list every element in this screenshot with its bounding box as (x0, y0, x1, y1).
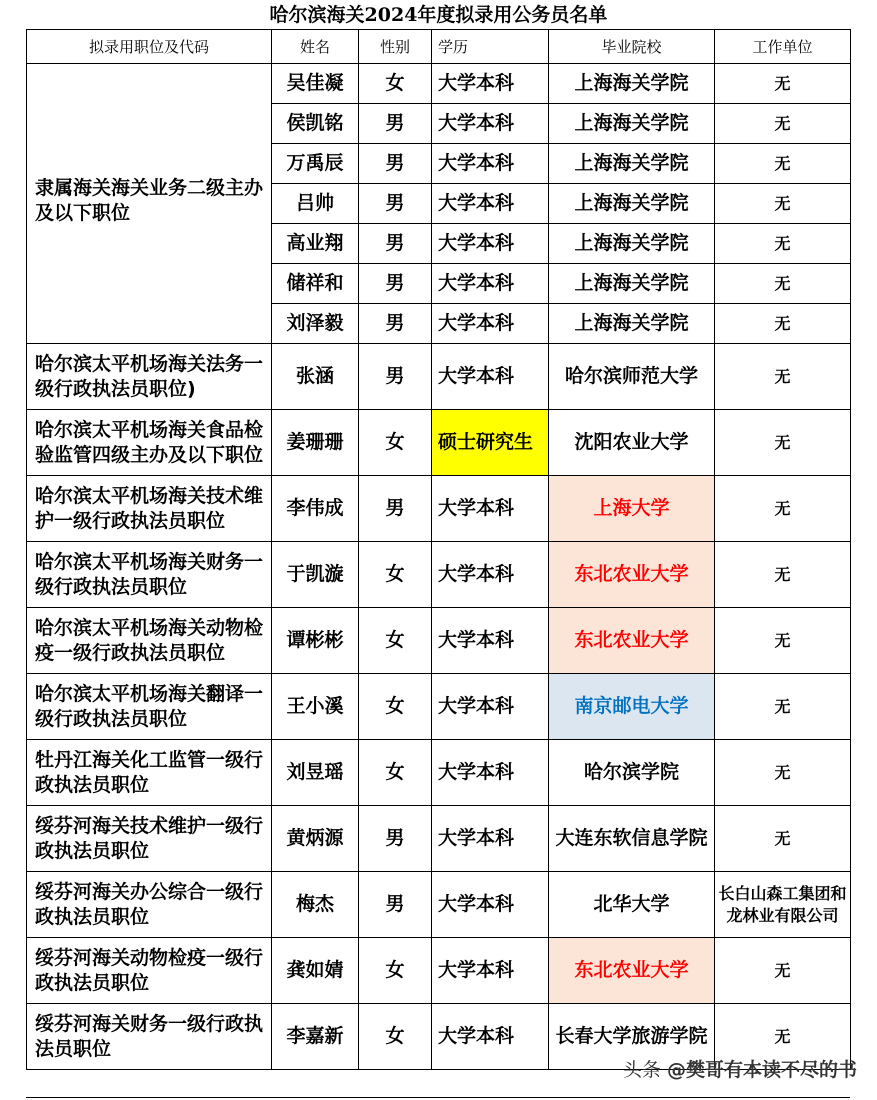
page-title: 哈尔滨海关2024年度拟录用公务员名单 (269, 4, 608, 26)
workplace-cell: 无 (715, 938, 851, 1004)
school-cell: 上海海关学院 (549, 304, 715, 344)
gender-cell: 男 (359, 872, 432, 938)
gender-cell: 男 (359, 224, 432, 264)
name-cell: 黄炳源 (272, 806, 359, 872)
school-cell: 哈尔滨学院 (549, 740, 715, 806)
gender-cell: 男 (359, 144, 432, 184)
name-cell: 刘泽毅 (272, 304, 359, 344)
candidates-table (26, 29, 851, 1070)
name-cell: 李伟成 (272, 476, 359, 542)
workplace-cell: 无 (715, 264, 851, 304)
table-row (27, 806, 851, 872)
education-cell: 大学本科 (432, 264, 549, 304)
gender-cell: 女 (359, 938, 432, 1004)
table-row (27, 608, 851, 674)
table-row (27, 740, 851, 806)
gender-cell: 男 (359, 476, 432, 542)
gender-cell: 男 (359, 264, 432, 304)
name-cell: 于凯漩 (272, 542, 359, 608)
name-cell: 王小溪 (272, 674, 359, 740)
name-cell: 龚如婧 (272, 938, 359, 1004)
school-cell-highlighted: 南京邮电大学 (549, 674, 715, 740)
name-cell: 梅杰 (272, 872, 359, 938)
position-cell: 哈尔滨太平机场海关翻译一级行政执法员职位 (27, 674, 272, 740)
gender-cell: 女 (359, 1004, 432, 1070)
watermark-platform: 头条 (622, 1059, 661, 1081)
gender-cell: 女 (359, 608, 432, 674)
table-row (27, 872, 851, 938)
position-cell: 绥芬河海关技术维护一级行政执法员职位 (27, 806, 272, 872)
table-row (27, 674, 851, 740)
education-cell: 大学本科 (432, 806, 549, 872)
education-cell: 大学本科 (432, 304, 549, 344)
school-cell: 上海海关学院 (549, 224, 715, 264)
position-cell: 哈尔滨太平机场海关法务一级行政执法员职位) (27, 344, 272, 410)
workplace-cell: 长白山森工集团和龙林业有限公司 (715, 872, 851, 938)
position-cell: 哈尔滨太平机场海关财务一级行政执法员职位 (27, 542, 272, 608)
name-cell: 刘昱瑶 (272, 740, 359, 806)
workplace-cell: 无 (715, 1004, 851, 1070)
position-cell: 绥芬河海关办公综合一级行政执法员职位 (27, 872, 272, 938)
workplace-cell: 无 (715, 410, 851, 476)
table-row (27, 938, 851, 1004)
workplace-cell: 无 (715, 806, 851, 872)
school-cell: 沈阳农业大学 (549, 410, 715, 476)
gender-cell: 男 (359, 304, 432, 344)
gender-cell: 男 (359, 104, 432, 144)
position-cell: 哈尔滨太平机场海关动物检疫一级行政执法员职位 (27, 608, 272, 674)
workplace-cell: 无 (715, 64, 851, 104)
header-school: 毕业院校 (549, 30, 715, 64)
school-cell: 长春大学旅游学院 (549, 1004, 715, 1070)
name-cell: 吴佳凝 (272, 64, 359, 104)
school-cell: 上海海关学院 (549, 184, 715, 224)
school-cell: 北华大学 (549, 872, 715, 938)
education-cell: 大学本科 (432, 872, 549, 938)
name-cell: 谭彬彬 (272, 608, 359, 674)
education-cell-highlighted: 硕士研究生 (432, 410, 549, 476)
school-cell: 哈尔滨师范大学 (549, 344, 715, 410)
workplace-cell: 无 (715, 608, 851, 674)
name-cell: 万禹辰 (272, 144, 359, 184)
school-cell-highlighted: 上海大学 (549, 476, 715, 542)
education-cell: 大学本科 (432, 476, 549, 542)
watermark (623, 1055, 857, 1082)
gender-cell: 女 (359, 64, 432, 104)
position-cell: 牡丹江海关化工监管一级行政执法员职位 (27, 740, 272, 806)
gender-cell: 女 (359, 410, 432, 476)
workplace-cell: 无 (715, 224, 851, 264)
watermark-author: @樊哥有本读不尽的书 (666, 1059, 857, 1081)
education-cell: 大学本科 (432, 740, 549, 806)
position-cell: 绥芬河海关动物检疫一级行政执法员职位 (27, 938, 272, 1004)
school-cell: 上海海关学院 (549, 144, 715, 184)
table-row (27, 476, 851, 542)
name-cell: 吕帅 (272, 184, 359, 224)
position-cell: 绥芬河海关财务一级行政执法员职位 (27, 1004, 272, 1070)
header-education: 学历 (432, 30, 549, 64)
name-cell: 侯凯铭 (272, 104, 359, 144)
workplace-cell: 无 (715, 740, 851, 806)
gender-cell: 女 (359, 740, 432, 806)
workplace-cell: 无 (715, 184, 851, 224)
school-cell-highlighted: 东北农业大学 (549, 608, 715, 674)
workplace-cell: 无 (715, 674, 851, 740)
workplace-cell: 无 (715, 104, 851, 144)
name-cell: 张涵 (272, 344, 359, 410)
name-cell: 储祥和 (272, 264, 359, 304)
header-row (27, 30, 851, 64)
position-cell: 哈尔滨太平机场海关技术维护一级行政执法员职位 (27, 476, 272, 542)
school-cell: 大连东软信息学院 (549, 806, 715, 872)
education-cell: 大学本科 (432, 542, 549, 608)
education-cell: 大学本科 (432, 674, 549, 740)
school-cell-highlighted: 东北农业大学 (549, 938, 715, 1004)
header-position: 拟录用职位及代码 (27, 30, 272, 64)
name-cell: 李嘉新 (272, 1004, 359, 1070)
position-cell: 哈尔滨太平机场海关食品检验监管四级主办及以下职位 (27, 410, 272, 476)
education-cell: 大学本科 (432, 1004, 549, 1070)
header-gender: 性别 (359, 30, 432, 64)
table-row (27, 64, 851, 104)
workplace-cell: 无 (715, 542, 851, 608)
header-workplace: 工作单位 (715, 30, 851, 64)
education-cell: 大学本科 (432, 608, 549, 674)
education-cell: 大学本科 (432, 224, 549, 264)
workplace-cell: 无 (715, 144, 851, 184)
bottom-divider (26, 1097, 850, 1098)
education-cell: 大学本科 (432, 344, 549, 410)
workplace-cell: 无 (715, 304, 851, 344)
school-cell: 上海海关学院 (549, 104, 715, 144)
education-cell: 大学本科 (432, 64, 549, 104)
gender-cell: 女 (359, 542, 432, 608)
name-cell: 高业翔 (272, 224, 359, 264)
education-cell: 大学本科 (432, 938, 549, 1004)
position-cell: 隶属海关海关业务二级主办及以下职位 (27, 64, 272, 344)
school-cell: 上海海关学院 (549, 264, 715, 304)
education-cell: 大学本科 (432, 104, 549, 144)
education-cell: 大学本科 (432, 144, 549, 184)
table-row (27, 410, 851, 476)
gender-cell: 女 (359, 674, 432, 740)
gender-cell: 男 (359, 184, 432, 224)
header-name: 姓名 (272, 30, 359, 64)
education-cell: 大学本科 (432, 184, 549, 224)
name-cell: 姜珊珊 (272, 410, 359, 476)
school-cell: 上海海关学院 (549, 64, 715, 104)
workplace-cell: 无 (715, 476, 851, 542)
table-row (27, 542, 851, 608)
workplace-cell: 无 (715, 344, 851, 410)
school-cell-highlighted: 东北农业大学 (549, 542, 715, 608)
table-row (27, 344, 851, 410)
gender-cell: 男 (359, 344, 432, 410)
gender-cell: 男 (359, 806, 432, 872)
